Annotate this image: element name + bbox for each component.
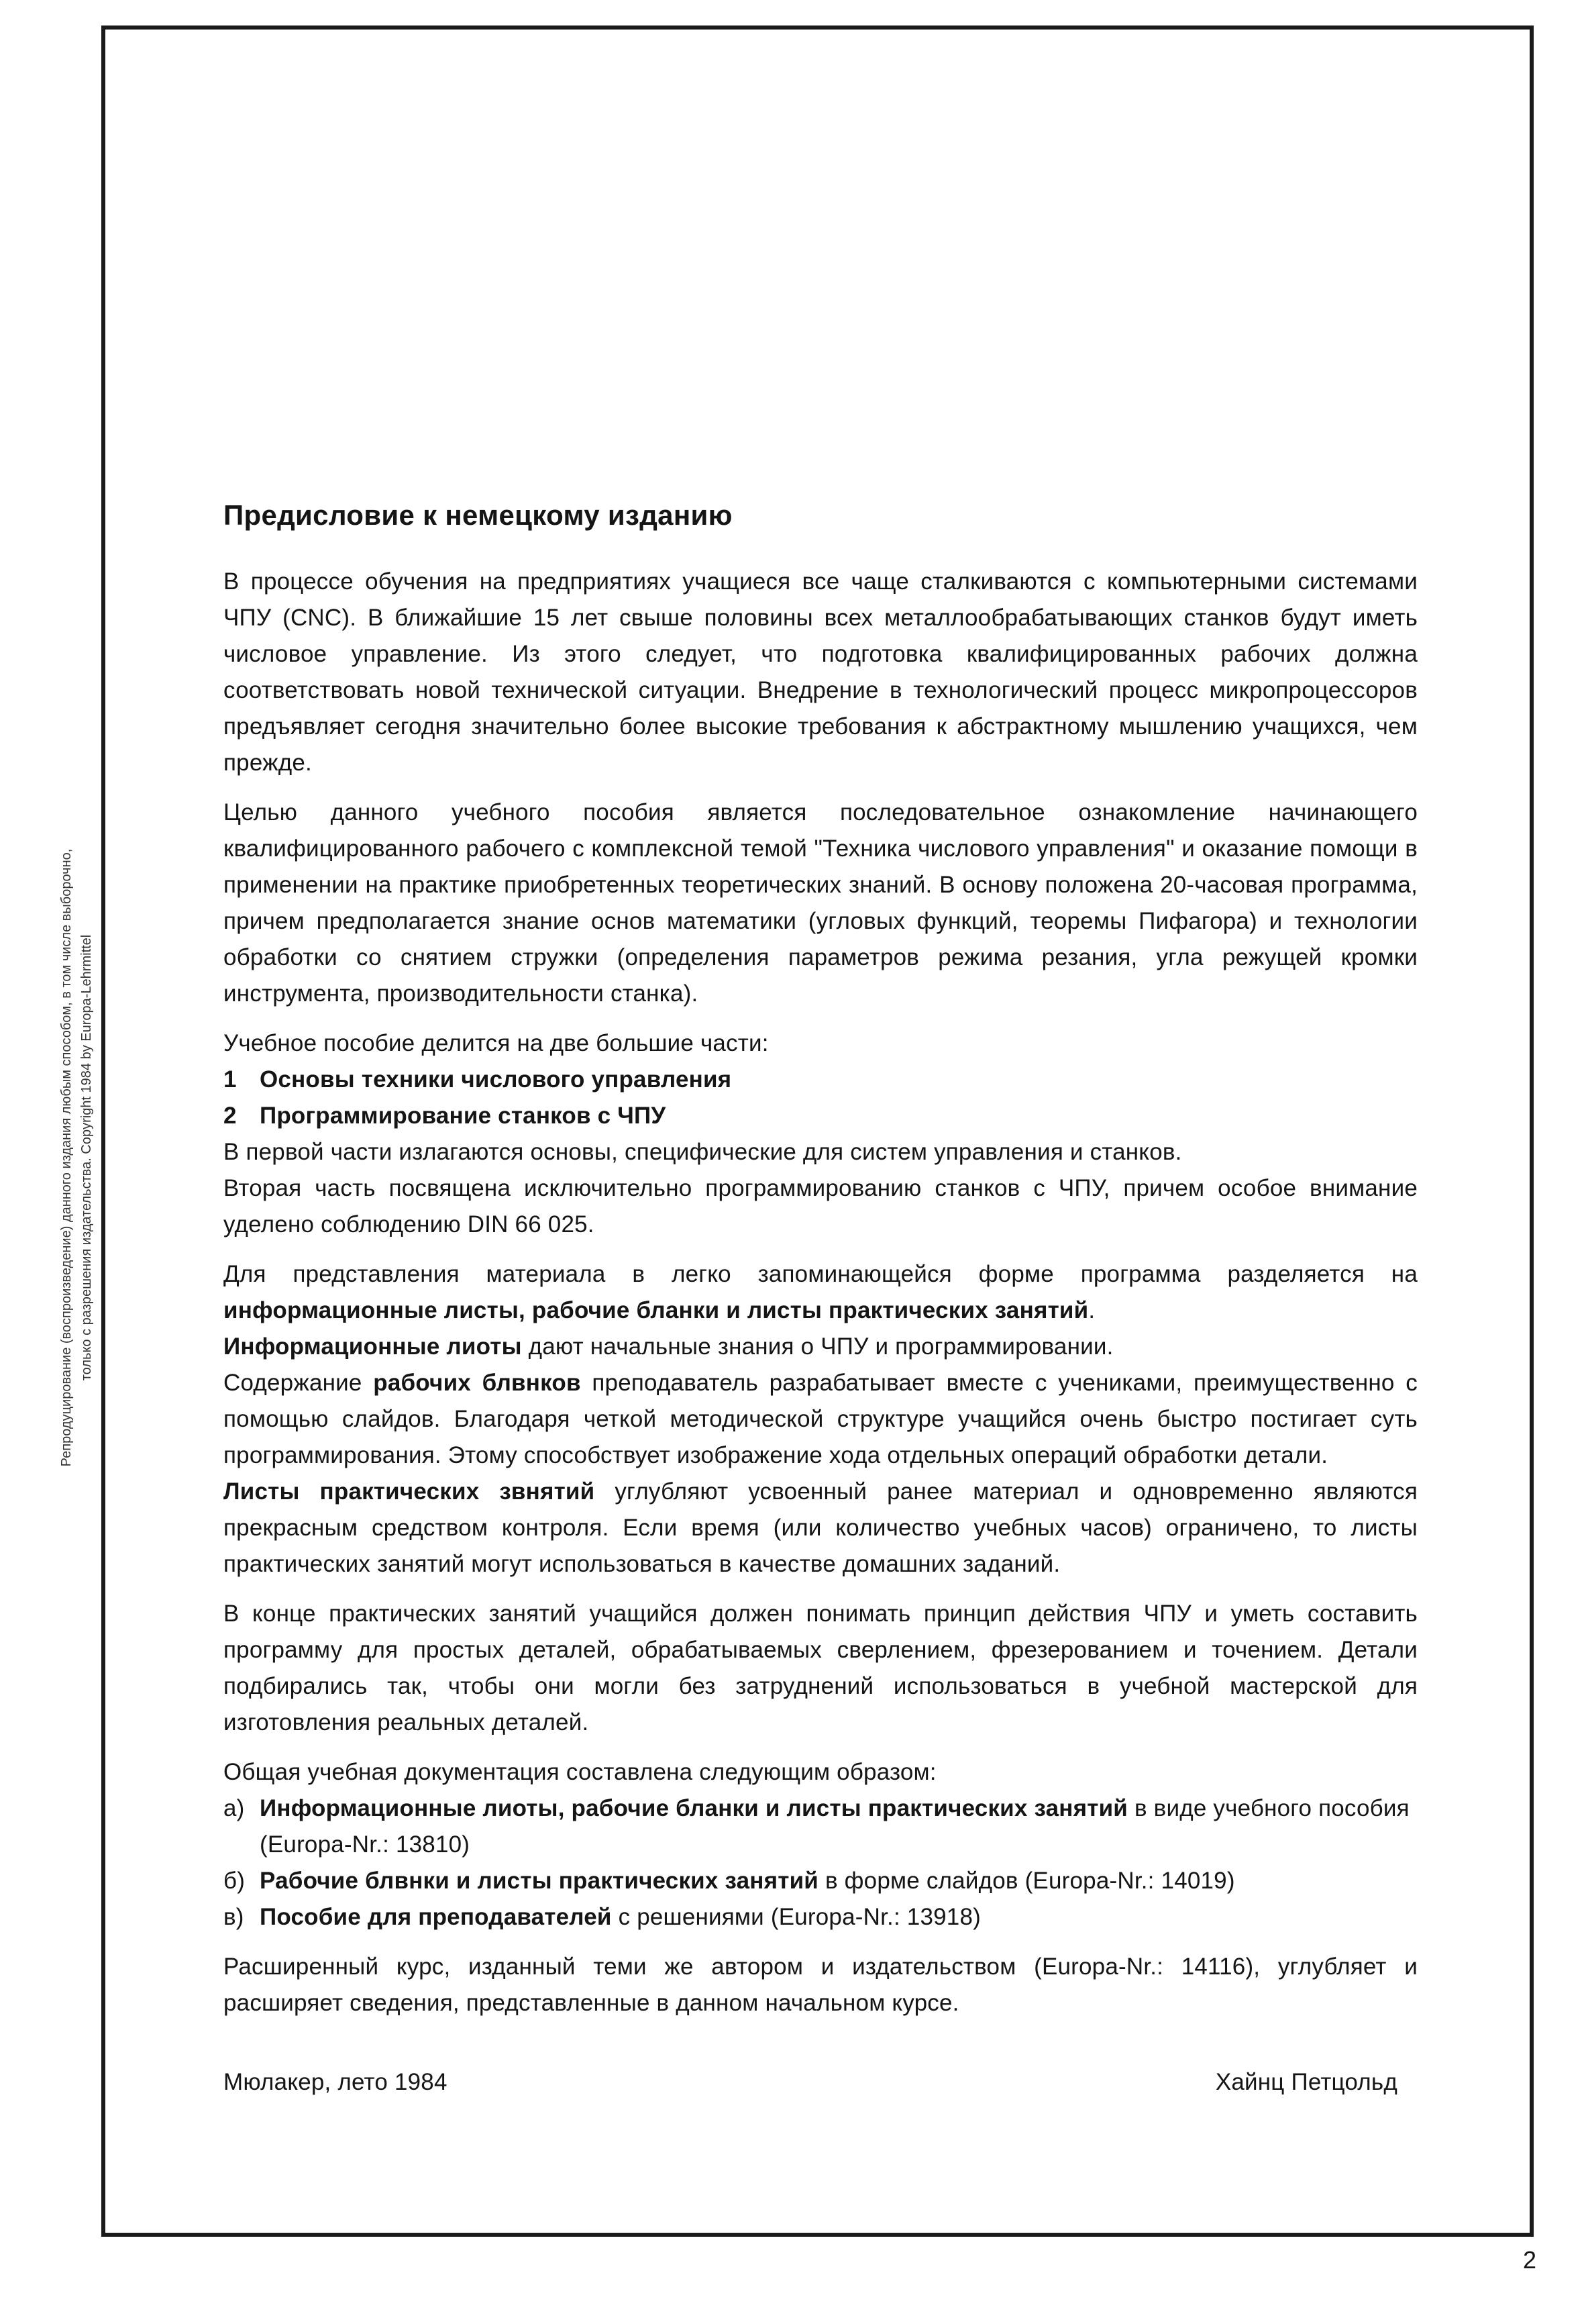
paragraph-part-two: Вторая часть посвящена исключительно программированию станков с ЧПУ, причем особое внимание уделено соблюдению DIN 66 025. bbox=[223, 1175, 1418, 1237]
doc-item bbox=[223, 1899, 1418, 1935]
paragraph-parts-intro: Учебное пособие делится на две большие части: bbox=[223, 1030, 769, 1056]
text-run: Для представления материала в легко запоминающейся форме программа разделяется на bbox=[223, 1261, 1418, 1287]
page-number: 2 bbox=[1523, 2246, 1537, 2274]
paragraph-practice-sheets bbox=[223, 1474, 1418, 1582]
author-name: Хайнц Петцольд bbox=[1215, 2069, 1397, 2095]
paragraph-info-sheets bbox=[223, 1329, 1418, 1365]
part-title: Основы техники числового управления bbox=[260, 1066, 732, 1093]
bold-run: информационные листы, рабочие бланки и листы практических занятий bbox=[223, 1297, 1089, 1323]
doc-text bbox=[260, 1899, 1418, 1935]
paragraph-docs-intro: Общая учебная документация составлена следующим образом: bbox=[223, 1759, 937, 1785]
side-note-line-1: Репродуцирование (воспроизведение) данного издания любым способом, в том числе выборочно, bbox=[59, 848, 74, 1467]
doc-text bbox=[260, 1790, 1418, 1863]
text-run: . bbox=[1088, 1297, 1096, 1323]
page-title: Предисловие к немецкому изданию bbox=[223, 499, 733, 531]
doc-item bbox=[223, 1863, 1418, 1899]
text-run: в форме слайдов (Europa-Nr.: 14019) bbox=[818, 1868, 1235, 1894]
paragraph-intro: В процессе обучения на предприятиях учащиеся все чаще сталкиваются с компьютерными системами ЧПУ (CNC). В ближайшие 15 лет свыше половины всех металлообрабатывающих станков будут иметь числовое управление. Из этого следует, что подготовка квалифицированных рабочих должна соответствовать новой технической ситуации. Внедрение в технологический процесс микропроцессоров предъявляет сегодня значительно более высокие требования к абстрактному мышлению учащихся, чем прежде. bbox=[223, 568, 1418, 776]
part-number: 1 bbox=[223, 1066, 237, 1093]
signoff bbox=[223, 2064, 1418, 2101]
part-item bbox=[223, 1062, 1418, 1098]
paragraph-part-one: В первой части излагаются основы, специфические для систем управления и станков. bbox=[223, 1139, 1182, 1165]
doc-marker: б) bbox=[223, 1868, 246, 1894]
doc-text bbox=[260, 1863, 1418, 1899]
text-run: Содержание bbox=[223, 1370, 374, 1396]
text-run: преподаватель разрабатывает вместе с учениками, преимущественно с помощью слайдов. Благодаря четкой методической структуре учащийся очень быстро постигает суть программирования. Этому способствует изображение хода отдельных операций обработки детали. bbox=[223, 1370, 1418, 1468]
paragraph-goal: Целью данного учебного пособия является последовательное ознакомление начинающего квалифицированного рабочего с комплексной темой "Техника числового управления" и оказание помощи в применении на практике приобретенных теоретических знаний. В основу положена 20-часовая программа, причем предполагается знание основ математики (угловых функций, теоремы Пифагора) и технологии обработки со снятием стружки (определения параметров режима резания, угла режущей кромки инструмента, производительности станка). bbox=[223, 799, 1418, 1007]
bold-run: Информационные лиоты, рабочие бланки и листы практических занятий bbox=[260, 1795, 1128, 1821]
preface-body bbox=[223, 497, 1418, 2101]
paragraph-work-forms bbox=[223, 1365, 1418, 1474]
bold-run: Информационные лиоты bbox=[223, 1333, 522, 1360]
place-date: Мюлакер, лето 1984 bbox=[223, 2069, 447, 2095]
part-title: Программирование станков с ЧПУ bbox=[260, 1103, 666, 1129]
part-number: 2 bbox=[223, 1103, 237, 1129]
text-run: с решениями (Europa-Nr.: 13918) bbox=[611, 1904, 981, 1930]
bold-run: Листы практических звнятий bbox=[223, 1478, 595, 1505]
doc-marker: в) bbox=[223, 1904, 244, 1930]
text-run: в виде учебного пособия (Europa-Nr.: 13810) bbox=[260, 1795, 1410, 1858]
bold-run: рабочих блвнков bbox=[373, 1370, 581, 1396]
copyright-side-note bbox=[50, 778, 103, 1537]
bold-run: Рабочие блвнки и листы практических занятий bbox=[260, 1868, 819, 1894]
text-run: углубляют усвоенный ранее материал и одновременно являются прекрасным средством контроля. Если время (или количество учебных часов) ограничено, то листы практических занятий могут использоваться в качестве домашних заданий. bbox=[223, 1478, 1418, 1577]
part-item bbox=[223, 1098, 1418, 1134]
doc-marker: а) bbox=[223, 1795, 245, 1821]
side-note-line-2: только с разрешения издательства. Copyright 1984 by Europa-Lehrmittel bbox=[79, 934, 94, 1381]
paragraph-outcome: В конце практических занятий учащийся должен понимать принцип действия ЧПУ и уметь составить программу для простых деталей, обрабатываемых сверлением, фрезерованием и точением. Детали подбирались так, чтобы они могли без затруднений использоваться в учебной мастерской для изготовления реальных деталей. bbox=[223, 1601, 1418, 1735]
bold-run: Пособие для преподавателей bbox=[260, 1904, 612, 1930]
paragraph-extended-course: Расширенный курс, изданный теми же автором и издательством (Europa-Nr.: 14116), углубляет и расширяет сведения, представленные в данном начальном курсе. bbox=[223, 1954, 1418, 2016]
paragraph-materials bbox=[223, 1256, 1418, 1329]
text-run: дают начальные знания о ЧПУ и программировании. bbox=[521, 1333, 1114, 1360]
doc-item bbox=[223, 1790, 1418, 1863]
